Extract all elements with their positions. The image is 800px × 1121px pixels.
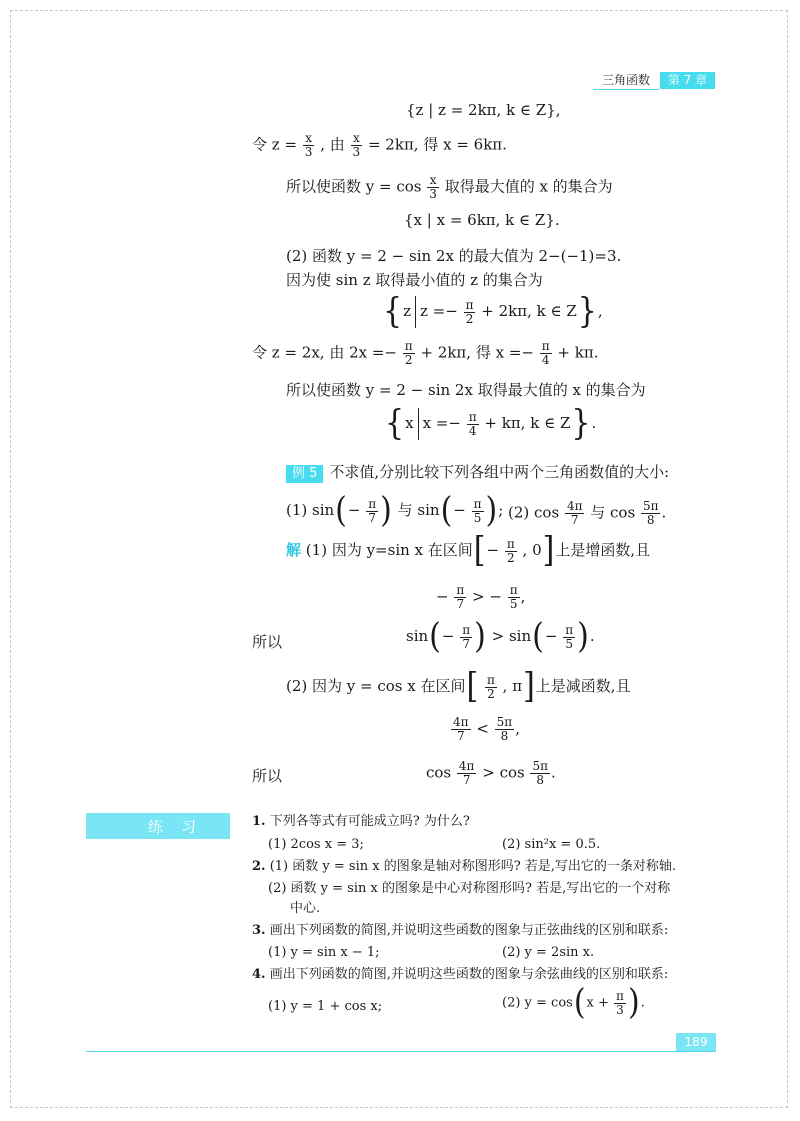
exercise-3-1: (1) y = sin x − 1; <box>268 945 380 960</box>
solution-label: 解 <box>286 541 302 559</box>
set-x-6kpi: {x | x = 6kπ, k ∈ Z}. <box>404 211 560 229</box>
footer-rule <box>86 1051 716 1052</box>
example-question-2: (2) cos $\frac{4\pi}{7}$ 与 cos $\frac{5\pi}{8}$ . <box>508 499 667 527</box>
set-z-minus-pi2: {z z =− $\frac{\pi}{2}$ + 2kπ, k ∈ Z}, <box>383 291 603 332</box>
part2-max: (2) 函数 y = 2 − sin 2x 的最大值为 2−(−1)=3. <box>286 247 622 265</box>
set-z-2kpi: {z | z = 2kπ, k ∈ Z}, <box>406 101 561 119</box>
let-z-line: 令 z = $\frac{x}{3}$ , 由 $\frac{x}{3}$ = 2kπ, 得 x = 6kπ. <box>252 131 507 159</box>
let-z-2x-line: 令 z = 2x, 由 2x =− $\frac{\pi}{2}$ + 2kπ, 得 x =− $\frac{\pi}{4}$ + kπ. <box>252 339 599 367</box>
exercise-2-1: 2. (1) 函数 y = sin x 的图象是轴对称图形吗? 若是,写出它的一条对称轴. <box>252 859 677 874</box>
header-chapter-number: 第 7 章 <box>660 72 715 89</box>
result-2: cos $\frac{4\pi}{7}$ > cos $\frac{5\pi}{8}$ . <box>426 759 556 787</box>
example-question-1: (1) sin(− $\frac{\pi}{7}$ ) 与 sin(− $\frac{\pi}{5}$ ); <box>286 490 504 531</box>
page-number: 189 <box>676 1033 716 1051</box>
example-badge: 例 5 <box>286 465 323 483</box>
inequality-1: − $\frac{\pi}{7}$ > − $\frac{\pi}{5}$ , <box>436 583 526 611</box>
exercise-1: 1. 下列各等式有可能成立吗? 为什么? <box>252 814 470 829</box>
inequality-2: $\frac{4\pi}{7}$ < $\frac{5\pi}{8}$ , <box>453 715 520 743</box>
solution-part-1: 解 (1) 因为 y=sin x 在区间[− $\frac{\pi}{2}$ , 0]上是增函数,且 <box>286 530 651 571</box>
so-cos-line: 所以使函数 y = cos $\frac{x}{3}$ 取得最大值的 x 的集合为 <box>286 173 613 201</box>
exercise-1-1: (1) 2cos x = 3; <box>268 837 364 852</box>
part2-because: 因为使 sin z 取得最小值的 z 的集合为 <box>286 271 543 289</box>
exercise-3: 3. 画出下列函数的简图,并说明这些函数的图象与正弦曲线的区别和联系: <box>252 923 669 938</box>
exercise-1-2: (2) sin²x = 0.5. <box>502 837 601 852</box>
exercise-header-bar <box>86 813 230 839</box>
exercise-2-2: (2) 函数 y = sin x 的图象是中心对称图形吗? 若是,写出它的一个对称 <box>268 881 671 896</box>
exercise-4-1: (1) y = 1 + cos x; <box>268 999 383 1014</box>
exercise-title: 练习 <box>148 818 215 836</box>
result-1: sin(− $\frac{\pi}{7}$ ) > sin(− $\frac{\pi}{5}$ ). <box>406 616 595 657</box>
header-chapter-title: 三角函数 <box>593 72 659 90</box>
solution-part-2: (2) 因为 y = cos x 在区间[ $\frac{\pi}{2}$ , π]上是减函数,且 <box>286 666 631 707</box>
exercise-2-2-cont: 中心. <box>290 901 321 916</box>
example-5-statement: 例 5 不求值,分别比较下列各组中两个三角函数值的大小: <box>286 462 669 483</box>
so-sin2x-line: 所以使函数 y = 2 − sin 2x 取得最大值的 x 的集合为 <box>286 381 646 399</box>
therefore-2: 所以 <box>252 767 283 785</box>
exercise-3-2: (2) y = 2sin x. <box>502 945 595 960</box>
therefore-1: 所以 <box>252 633 283 651</box>
exercise-4: 4. 画出下列函数的简图,并说明这些函数的图象与余弦曲线的区别和联系: <box>252 967 669 982</box>
set-x-minus-pi4: {x x =− $\frac{\pi}{4}$ + kπ, k ∈ Z}. <box>385 403 597 444</box>
exercise-4-2: (2) y = cos(x + $\frac{\pi}{3}$ ). <box>502 982 645 1023</box>
